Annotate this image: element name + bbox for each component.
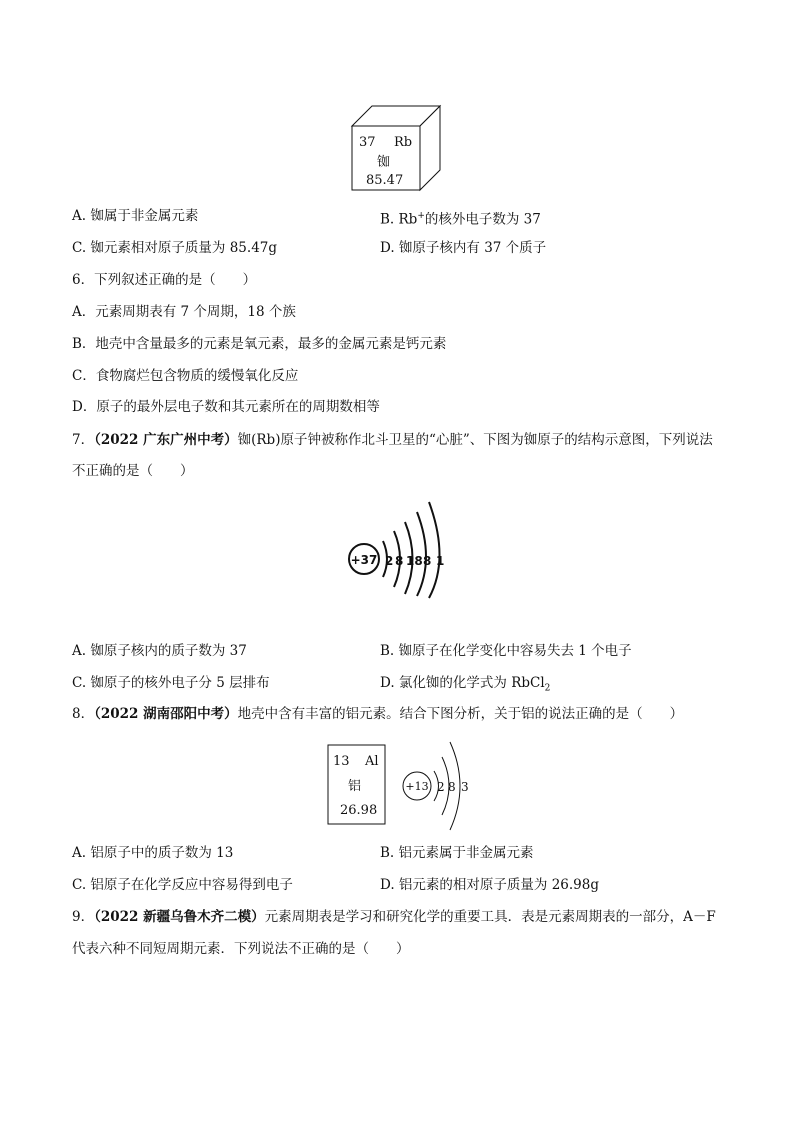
q5-option-b [380, 207, 541, 229]
q9-stem-text: 元素周期表是学习和研究化学的重要工具．表是元素周期表的一部分，A－F [264, 909, 716, 925]
q6-stem: 6．下列叙述正确的是（ ） [72, 272, 257, 288]
q6-option-a: A．元素周期表有 7 个周期，18 个族 [72, 304, 296, 320]
q5-option-d: D. 铷原子核内有 37 个质子 [380, 240, 547, 256]
q7-option-d [380, 674, 550, 698]
al-shell-electrons-3: 3 [461, 780, 469, 794]
q6-option-d: D．原子的最外层电子数和其元素所在的周期数相等 [72, 399, 380, 415]
q5-option-b-post: 的核外电子数为 37 [424, 211, 541, 228]
rb-nucleus-charge: +37 [350, 553, 378, 567]
rb-element-tile [350, 104, 442, 196]
rb-shell-electrons-5: 1 [436, 554, 445, 568]
q7-option-a: A. 铷原子核内的质子数为 37 [72, 643, 247, 659]
q9-source: （2022 新疆乌鲁木齐二模） [94, 909, 265, 925]
al-symbol: Al [365, 754, 379, 769]
q7-option-b: B. 铷原子在化学变化中容易失去 1 个电子 [380, 643, 632, 659]
q8-option-c: C. 铝原子在化学反应中容易得到电子 [72, 877, 293, 893]
q7-option-d-sub: 2 [544, 683, 551, 694]
q7-option-c: C. 铷原子的核外电子分 5 层排布 [72, 675, 270, 691]
q7-source: （2022 广东广州中考） [94, 432, 238, 448]
q5-option-a: A. 铷属于非金属元素 [72, 208, 199, 224]
rb-tile-drawing [350, 104, 442, 192]
q5-option-c: C. 铷元素相对原子质量为 85.47g [72, 240, 278, 256]
q9-stem-line1 [72, 908, 716, 926]
rb-atomic-number: 37 [359, 135, 376, 150]
al-name: 铝 [348, 779, 362, 794]
q8-option-b: B. 铝元素属于非金属元素 [380, 845, 534, 861]
rb-shell-arc-5 [429, 502, 440, 598]
rb-atom-structure-diagram [345, 498, 457, 602]
q5-option-b-pre: B. Rb [380, 211, 418, 228]
al-nucleus-charge: +13 [405, 780, 429, 793]
q5-option-b-sup: + [417, 211, 425, 221]
rb-shell-electrons-1: 2 [385, 554, 394, 568]
q9-stem-line2: 代表六种不同短周期元素．下列说法不正确的是（ ） [72, 941, 410, 957]
al-shell-electrons-1: 2 [437, 780, 445, 794]
rb-shell-electrons-4: 8 [423, 554, 432, 568]
q7-stem-text: 铷(Rb)原子钟被称作北斗卫星的“心脏”、下图为铷原子的结构示意图，下列说法 [237, 432, 713, 448]
q8-option-a: A. 铝原子中的质子数为 13 [72, 845, 234, 861]
rb-shell-electrons-3: 18 [406, 554, 423, 568]
q8-number: 8． [72, 706, 95, 722]
q8-stem-text: 地壳中含有丰富的铝元素。结合下图分析，关于铝的说法正确的是（ ） [237, 706, 684, 722]
q7-stem-line2: 不正确的是（ ） [72, 463, 194, 479]
q7-stem-line1 [72, 431, 713, 449]
rb-shell-electrons-2: 8 [395, 554, 404, 568]
rb-name: 铷 [377, 155, 391, 170]
q8-stem [72, 705, 683, 723]
al-atomic-number: 13 [333, 754, 350, 769]
q7-option-d-pre: D. 氯化铷的化学式为 RbCl [380, 675, 545, 691]
q6-option-b: B．地壳中含量最多的元素是氧元素，最多的金属元素是钙元素 [72, 336, 447, 352]
al-atom-structure-diagram [400, 738, 470, 838]
q6-option-c: C．食物腐烂包含物质的缓慢氧化反应 [72, 368, 299, 384]
q9-number: 9． [72, 909, 95, 925]
al-shell-electrons-2: 8 [448, 780, 456, 794]
q8-option-d: D. 铝元素的相对原子质量为 26.98g [380, 877, 600, 893]
q8-source: （2022 湖南邵阳中考） [94, 706, 238, 722]
al-atomic-mass: 26.98 [340, 803, 378, 818]
rb-atomic-mass: 85.47 [366, 173, 404, 188]
al-element-tile [327, 744, 387, 830]
q7-number: 7． [72, 432, 95, 448]
rb-symbol: Rb [394, 135, 413, 150]
